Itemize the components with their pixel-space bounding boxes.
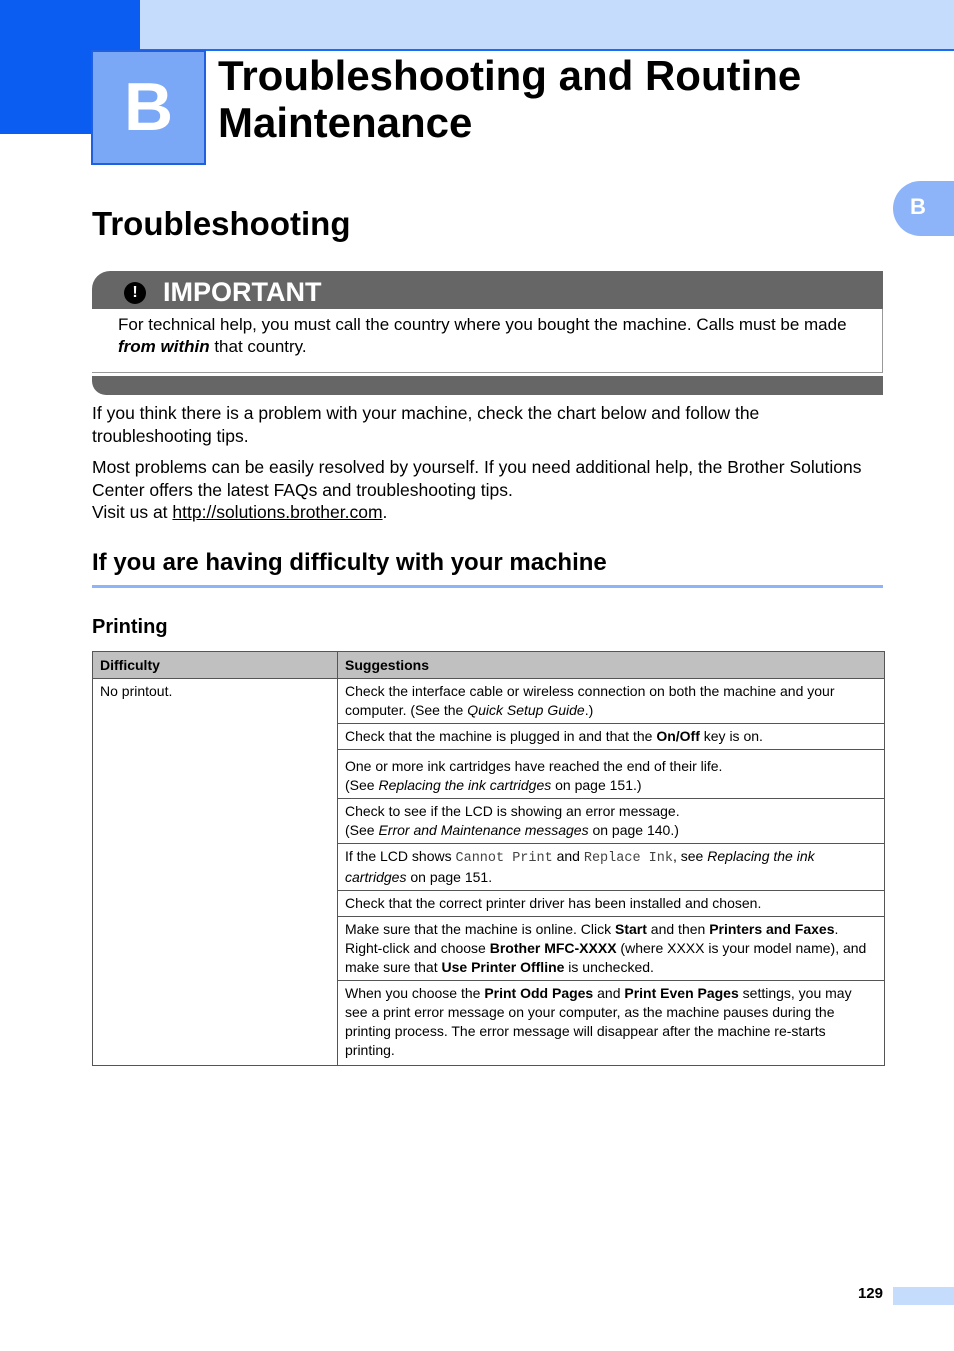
- important-emphasis: from within: [118, 337, 210, 356]
- important-body: [92, 309, 883, 373]
- intro-paragraph-2: [92, 456, 882, 524]
- subsection-title: If you are having difficulty with your machine: [92, 549, 607, 576]
- minor-title: Printing: [92, 616, 168, 638]
- table-row: [93, 679, 885, 724]
- important-header: [92, 271, 883, 309]
- important-text: For technical help, you must call the country where you bought the machine. Calls must be made: [118, 315, 847, 334]
- visit-suffix: .: [382, 502, 388, 522]
- header-difficulty: Difficulty: [93, 652, 338, 679]
- troubleshooting-table: [92, 651, 885, 1066]
- chapter-letter: B: [123, 69, 174, 145]
- suggestion-cell: One or more ink cartridges have reached the end of their life. (See Replacing the ink cartridges on page 151.): [338, 750, 885, 799]
- chapter-title-line-2: Maintenance: [218, 99, 473, 146]
- solutions-link[interactable]: http://solutions.brother.com: [172, 502, 383, 522]
- suggestion-cell: Check that the machine is plugged in and that the On/Off key is on.: [338, 724, 885, 750]
- header-suggestions: Suggestions: [338, 652, 885, 679]
- important-footer-bar: [92, 376, 883, 395]
- table-header-row: [93, 652, 885, 679]
- suggestion-cell: Check the interface cable or wireless connection on both the machine and your computer. (See the Quick Setup Guide.): [338, 679, 885, 724]
- lcd-message-cannot-print: Cannot Print: [455, 851, 553, 866]
- header-band: [140, 0, 954, 51]
- lcd-message-replace-ink: Replace Ink: [583, 851, 673, 866]
- suggestion-cell: If the LCD shows Cannot Print and Replace Ink, see Replacing the ink cartridges on page 151.: [338, 844, 885, 891]
- chapter-title: [218, 52, 918, 146]
- intro-visit-line: [92, 501, 882, 524]
- page-number: 129: [857, 1285, 883, 1302]
- visit-prefix: Visit us at: [92, 502, 173, 522]
- chapter-title-line-1: Troubleshooting and Routine: [218, 52, 802, 99]
- page-number-bar: [893, 1287, 954, 1305]
- important-text-end: that country.: [209, 337, 307, 356]
- important-notice: [92, 271, 883, 395]
- chapter-side-tab[interactable]: B: [893, 181, 954, 236]
- suggestion-cell: When you choose the Print Odd Pages and Print Even Pages settings, you may see a print error message on your computer, as the machine pauses during the printing process. The error message will disappear after the machine re-starts printing.: [338, 981, 885, 1066]
- suggestion-cell: Check to see if the LCD is showing an error message. (See Error and Maintenance messages on page 140.): [338, 799, 885, 844]
- intro-paragraph-2-text: Most problems can be easily resolved by yourself. If you need additional help, the Brother Solutions Center offers the latest FAQs and troubleshooting tips.: [92, 457, 862, 500]
- section-title: Troubleshooting: [92, 205, 351, 242]
- intro-paragraph-1: If you think there is a problem with your machine, check the chart below and follow the troubleshooting tips.: [92, 403, 760, 446]
- suggestion-cell: Make sure that the machine is online. Click Start and then Printers and Faxes. Right-click and choose Brother MFC-XXXX (where XXXX is your model name), and make sure that Use Printer Offline is unchecked.: [338, 917, 885, 981]
- chapter-letter-box: [91, 50, 206, 165]
- suggestion-cell: Check that the correct printer driver has been installed and chosen.: [338, 891, 885, 917]
- subsection-rule: [92, 585, 883, 588]
- exclamation-icon: !: [124, 282, 146, 304]
- difficulty-cell: No printout.: [93, 679, 338, 1066]
- important-label: IMPORTANT: [163, 277, 322, 307]
